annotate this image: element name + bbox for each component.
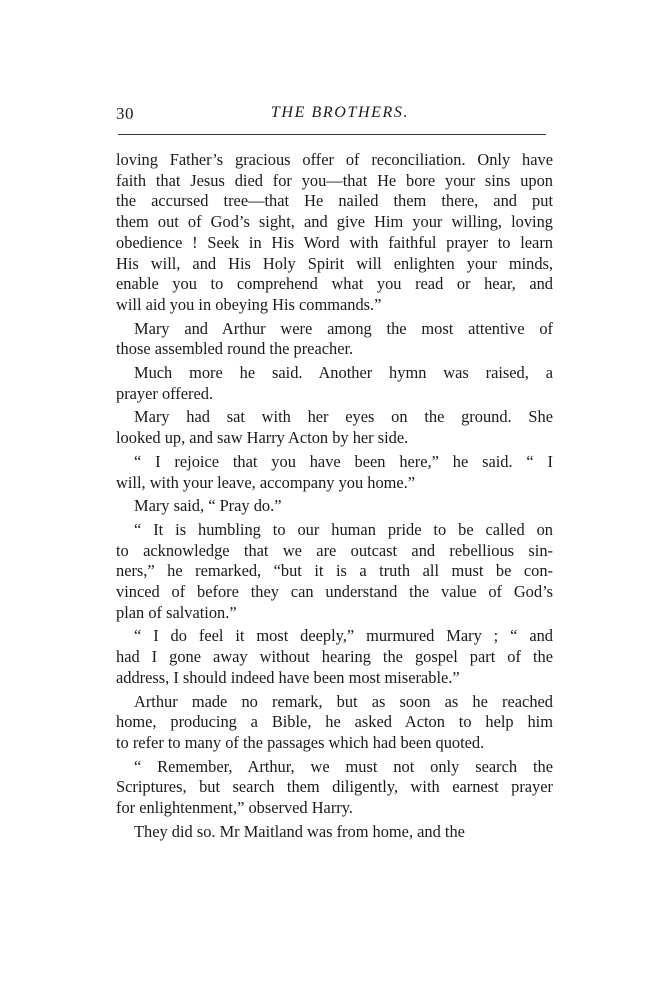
- text-line: those assembled round the preacher.: [116, 339, 354, 359]
- text-line: Mary and Arthur were among the most attentive of: [134, 318, 553, 338]
- text-line: vinced of before they can understand the value of God’s: [116, 582, 553, 602]
- text-line: ners,” he remarked, “but it is a truth all must be con-: [116, 561, 553, 581]
- text-line: Mary said, “ Pray do.”: [134, 496, 282, 516]
- paragraph: [116, 626, 553, 688]
- text-line: had I gone away without hearing the gospel part of the: [116, 647, 553, 667]
- text-line: will aid you in obeying His commands.”: [116, 294, 382, 314]
- running-head: [116, 104, 546, 130]
- paragraph: [116, 319, 553, 360]
- text-line: plan of salvation.”: [116, 602, 237, 622]
- text-line: Scriptures, but search them diligently, with earnest prayer: [116, 777, 553, 797]
- paragraph: [116, 452, 553, 493]
- text-line: “ It is humbling to our human pride to be called on: [134, 519, 553, 539]
- text-line: His will, and His Holy Spirit will enlighten your minds,: [116, 253, 553, 273]
- text-line: Arthur made no remark, but as soon as he reached: [134, 691, 553, 711]
- text-line: Much more he said. Another hymn was raised, a: [134, 363, 553, 383]
- text-line: them out of God’s sight, and give Him your willing, loving: [116, 212, 553, 232]
- text-line: address, I should indeed have been most miserable.”: [116, 667, 460, 687]
- text-line: “ I do feel it most deeply,” murmured Mary ; “ and: [134, 626, 553, 646]
- text-line: “ I rejoice that you have been here,” he said. “ I: [134, 451, 553, 471]
- text-line: the accursed tree—that He nailed them there, and put: [116, 191, 553, 211]
- running-title: THE BROTHERS.: [270, 104, 410, 121]
- paragraph: [116, 496, 553, 517]
- header-rule: [118, 134, 546, 135]
- text-line: They did so. Mr Maitland was from home, and the: [134, 821, 465, 841]
- paragraph: [116, 150, 553, 316]
- paragraph: [116, 407, 553, 448]
- paragraph: [116, 692, 553, 754]
- text-line: “ Remember, Arthur, we must not only search the: [134, 756, 553, 776]
- text-line: Mary had sat with her eyes on the ground. She: [134, 407, 553, 427]
- paragraph: [116, 520, 553, 624]
- paragraph: [116, 822, 553, 843]
- text-line: looked up, and saw Harry Acton by her side.: [116, 428, 409, 448]
- text-line: obedience ! Seek in His Word with faithful prayer to learn: [116, 232, 553, 252]
- text-line: to refer to many of the passages which had been quoted.: [116, 732, 485, 752]
- text-line: to acknowledge that we are outcast and rebellious sin-: [116, 540, 553, 560]
- text-line: for enlightenment,” observed Harry.: [116, 798, 353, 818]
- paragraph: [116, 757, 553, 819]
- text-line: home, producing a Bible, he asked Acton to help him: [116, 712, 553, 732]
- body-text: [116, 150, 553, 843]
- text-line: prayer offered.: [116, 383, 214, 403]
- paragraph: [116, 363, 553, 404]
- text-line: loving Father’s gracious offer of reconciliation. Only have: [116, 150, 553, 169]
- page-number: 30: [116, 104, 134, 123]
- text-line: will, with your leave, accompany you home.”: [116, 472, 416, 492]
- text-line: enable you to comprehend what you read or hear, and: [116, 274, 553, 294]
- text-line: faith that Jesus died for you—that He bore your sins upon: [116, 170, 553, 190]
